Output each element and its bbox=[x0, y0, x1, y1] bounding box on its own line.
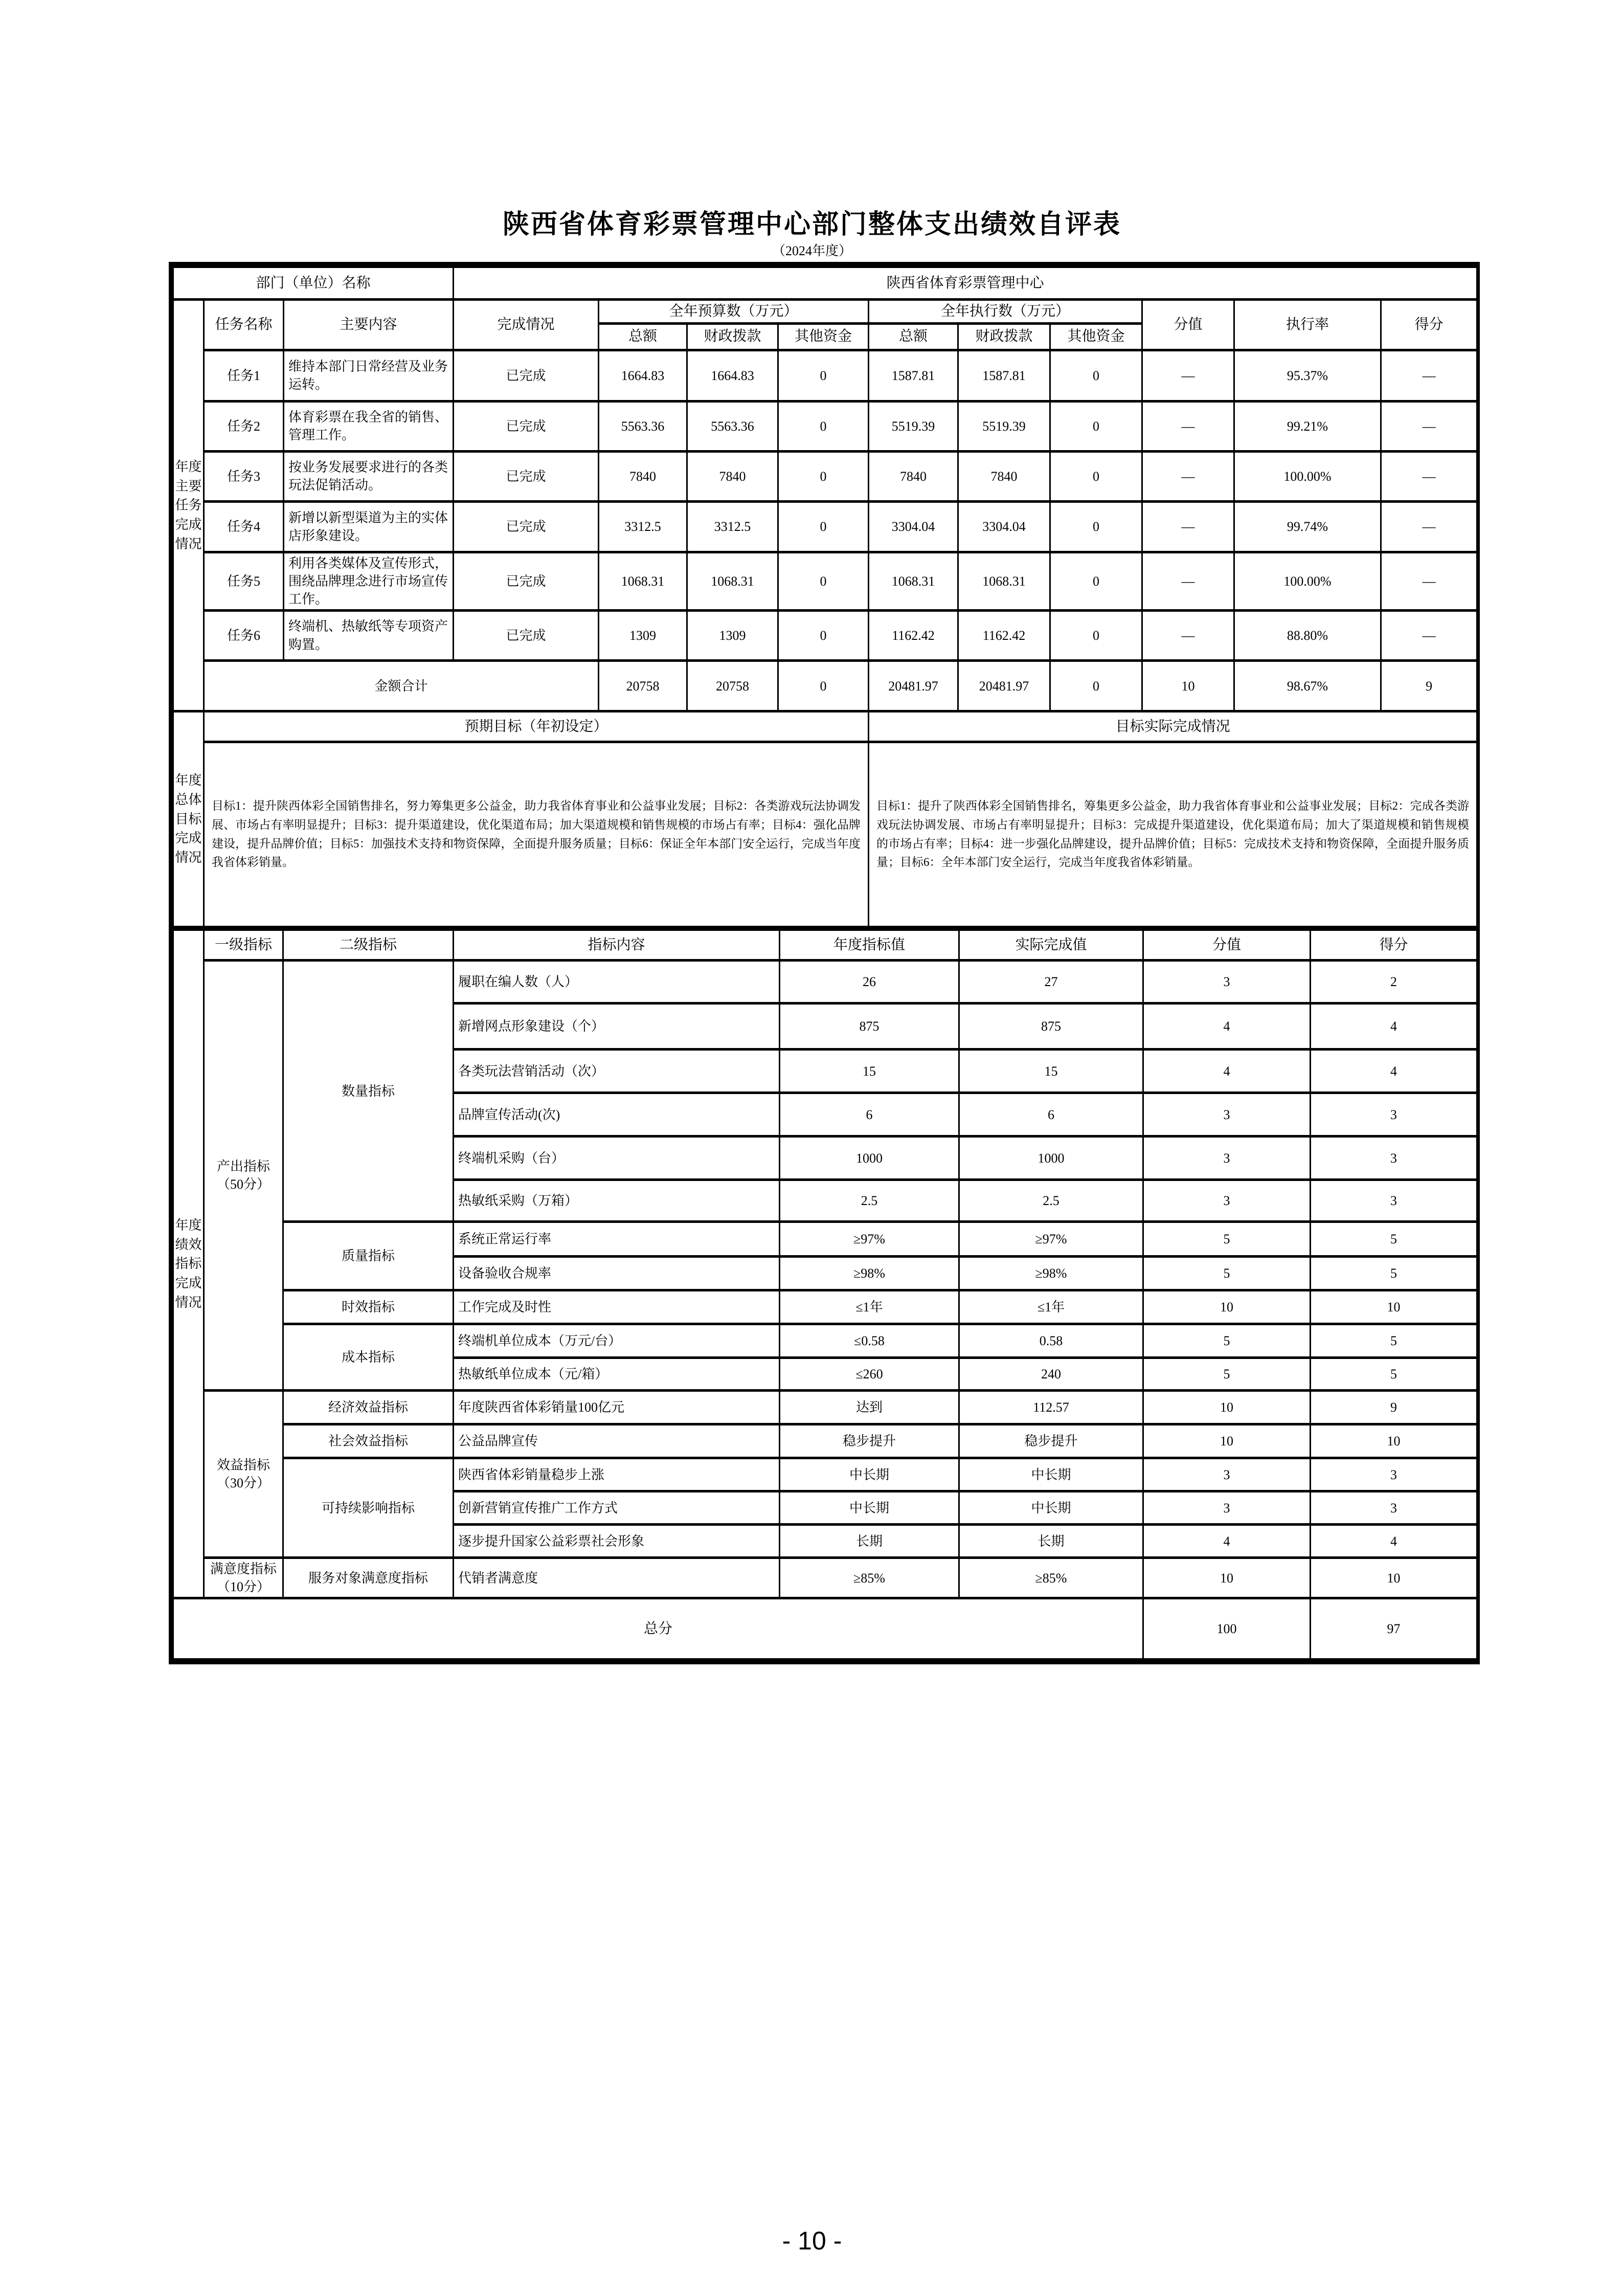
dept-value-cell: 陕西省体育彩票管理中心 bbox=[454, 267, 1477, 300]
page-title: 陕西省体育彩票管理中心部门整体支出绩效自评表 bbox=[502, 210, 1121, 239]
indicator-header-row bbox=[173, 930, 1477, 961]
task-status: 已完成 bbox=[454, 501, 599, 552]
task-got: — bbox=[1381, 350, 1477, 401]
task-exec-fiscal: 1162.42 bbox=[958, 611, 1050, 661]
level2-economic-label: 经济效益指标 bbox=[283, 1391, 454, 1424]
task-exec-other: 0 bbox=[1050, 350, 1142, 401]
task-budget-other: 0 bbox=[778, 611, 869, 661]
indicator-got: 3 bbox=[1311, 1180, 1477, 1222]
task-rate: 100.00% bbox=[1234, 451, 1381, 501]
task-budget-total: 1068.31 bbox=[599, 552, 687, 610]
col-header-main-content: 主要内容 bbox=[284, 300, 454, 350]
dept-label-cell: 部门（单位）名称 bbox=[173, 267, 454, 300]
indicator-score: 10 bbox=[1143, 1290, 1311, 1324]
task-got: — bbox=[1381, 611, 1477, 661]
indicator-actual: ≤1年 bbox=[959, 1290, 1143, 1324]
indicator-got: 10 bbox=[1311, 1558, 1477, 1598]
col-header-exec-other: 其他资金 bbox=[1050, 323, 1142, 350]
indicator-score: 4 bbox=[1143, 1050, 1311, 1093]
task-got: — bbox=[1381, 451, 1477, 501]
level1-output-label: 产出指标（50分） bbox=[204, 961, 283, 1391]
indicator-score: 10 bbox=[1143, 1391, 1311, 1424]
indicator-got: 3 bbox=[1311, 1136, 1477, 1180]
indicator-content: 品牌宣传活动(次) bbox=[454, 1093, 780, 1136]
total-rate: 98.67% bbox=[1234, 661, 1381, 711]
indicator-actual: 112.57 bbox=[959, 1391, 1143, 1424]
indicator-actual: 15 bbox=[959, 1050, 1143, 1093]
total-got: 9 bbox=[1381, 661, 1477, 711]
indicator-actual: 27 bbox=[959, 961, 1143, 1004]
indicator-score: 5 bbox=[1143, 1222, 1311, 1257]
col-header-budget-other: 其他资金 bbox=[778, 323, 869, 350]
indicator-content: 工作完成及时性 bbox=[454, 1290, 780, 1324]
goals-header-row bbox=[173, 711, 1477, 742]
indicator-target: 稳步提升 bbox=[780, 1424, 959, 1458]
indicator-score: 3 bbox=[1143, 961, 1311, 1004]
goals-actual-text: 目标1：提升了陕西体彩全国销售排名，筹集更多公益金，助力我省体育事业和公益事业发展；目标2：完成各类游戏玩法协调发展、市场占有率明显提升；目标3：完成提升渠道建设，优化渠道布局；加大了渠道规模和销售规模的市场占有率；目标4：进一步强化品牌建设，提升品牌价值；目标5：完成技术支持和物资保障，全面提升服务质量；目标6：全年本部门安全运行，完成当年度我省体彩销量。 bbox=[869, 742, 1477, 927]
goals-actual-header: 目标实际完成情况 bbox=[869, 711, 1477, 742]
indicator-row bbox=[173, 1458, 1477, 1491]
level2-service-label: 服务对象满意度指标 bbox=[283, 1558, 454, 1598]
task-exec-total: 3304.04 bbox=[869, 501, 958, 552]
col-header-task-name: 任务名称 bbox=[204, 300, 284, 350]
task-name: 任务2 bbox=[204, 401, 284, 451]
col-header-actual: 实际完成值 bbox=[959, 930, 1143, 961]
task-score: — bbox=[1142, 501, 1234, 552]
page-number: - 10 - bbox=[782, 2226, 842, 2255]
level2-social-label: 社会效益指标 bbox=[283, 1424, 454, 1458]
task-status: 已完成 bbox=[454, 611, 599, 661]
task-budget-other: 0 bbox=[778, 501, 869, 552]
task-row bbox=[173, 401, 1477, 451]
indicator-actual: 875 bbox=[959, 1004, 1143, 1050]
indicator-actual: ≥85% bbox=[959, 1558, 1143, 1598]
indicator-actual: 1000 bbox=[959, 1136, 1143, 1180]
level2-quality-label: 质量指标 bbox=[283, 1222, 454, 1290]
col-header-status: 完成情况 bbox=[454, 300, 599, 350]
indicator-got: 3 bbox=[1311, 1491, 1477, 1525]
indicator-row bbox=[173, 1558, 1477, 1598]
task-budget-other: 0 bbox=[778, 401, 869, 451]
indicator-content: 新增网点形象建设（个） bbox=[454, 1004, 780, 1050]
grand-total-got: 97 bbox=[1311, 1598, 1477, 1660]
task-row bbox=[173, 611, 1477, 661]
total-score: 10 bbox=[1142, 661, 1234, 711]
task-status: 已完成 bbox=[454, 552, 599, 610]
indicator-got: 4 bbox=[1311, 1525, 1477, 1558]
indicator-got: 5 bbox=[1311, 1358, 1477, 1391]
col-header-level2: 二级指标 bbox=[283, 930, 454, 961]
col-header-score-got: 得分 bbox=[1381, 300, 1477, 350]
col-header-budget-group: 全年预算数（万元） bbox=[599, 300, 869, 324]
task-exec-other: 0 bbox=[1050, 611, 1142, 661]
task-exec-total: 1162.42 bbox=[869, 611, 958, 661]
indicator-actual: 稳步提升 bbox=[959, 1424, 1143, 1458]
total-budget-fiscal: 20758 bbox=[687, 661, 778, 711]
indicator-score: 5 bbox=[1143, 1257, 1311, 1290]
task-budget-fiscal: 7840 bbox=[687, 451, 778, 501]
indicator-target: 中长期 bbox=[780, 1458, 959, 1491]
task-exec-other: 0 bbox=[1050, 501, 1142, 552]
task-budget-total: 5563.36 bbox=[599, 401, 687, 451]
indicator-score: 3 bbox=[1143, 1180, 1311, 1222]
indicator-target: 2.5 bbox=[780, 1180, 959, 1222]
page-subtitle: （2024年度） bbox=[772, 243, 852, 258]
task-got: — bbox=[1381, 401, 1477, 451]
task-got: — bbox=[1381, 552, 1477, 610]
task-score: — bbox=[1142, 552, 1234, 610]
level2-cost-label: 成本指标 bbox=[283, 1324, 454, 1391]
indicator-score: 5 bbox=[1143, 1324, 1311, 1358]
col-header-exec-fiscal: 财政拨款 bbox=[958, 323, 1050, 350]
total-exec-fiscal: 20481.97 bbox=[958, 661, 1050, 711]
indicator-target: 6 bbox=[780, 1093, 959, 1136]
indicator-row bbox=[173, 961, 1477, 1004]
task-content: 利用各类媒体及宣传形式，围绕品牌理念进行市场宣传工作。 bbox=[284, 552, 454, 610]
indicator-actual: ≥98% bbox=[959, 1257, 1143, 1290]
indicator-target: 长期 bbox=[780, 1525, 959, 1558]
task-score: — bbox=[1142, 451, 1234, 501]
task-got: — bbox=[1381, 501, 1477, 552]
task-row bbox=[173, 451, 1477, 501]
indicator-content: 公益品牌宣传 bbox=[454, 1424, 780, 1458]
indicator-got: 2 bbox=[1311, 961, 1477, 1004]
section-label-annual-goals: 年度总体目标完成情况 bbox=[173, 711, 204, 927]
indicator-actual: 2.5 bbox=[959, 1180, 1143, 1222]
task-budget-fiscal: 1068.31 bbox=[687, 552, 778, 610]
self-evaluation-table bbox=[169, 262, 1480, 1664]
col-header-budget-fiscal: 财政拨款 bbox=[687, 323, 778, 350]
indicator-score: 4 bbox=[1143, 1525, 1311, 1558]
indicator-actual: 0.58 bbox=[959, 1324, 1143, 1358]
indicator-target: ≥97% bbox=[780, 1222, 959, 1257]
task-budget-total: 3312.5 bbox=[599, 501, 687, 552]
task-exec-other: 0 bbox=[1050, 451, 1142, 501]
task-rate: 100.00% bbox=[1234, 552, 1381, 610]
total-exec-total: 20481.97 bbox=[869, 661, 958, 711]
indicator-row bbox=[173, 1290, 1477, 1324]
col-header-got: 得分 bbox=[1311, 930, 1477, 961]
task-budget-total: 1664.83 bbox=[599, 350, 687, 401]
indicator-score: 3 bbox=[1143, 1491, 1311, 1525]
level1-satisfaction-label: 满意度指标（10分） bbox=[204, 1558, 283, 1598]
goals-expected-text: 目标1：提升陕西体彩全国销售排名，努力筹集更多公益金，助力我省体育事业和公益事业发展；目标2：各类游戏玩法协调发展、市场占有率明显提升；目标3：提升渠道建设，优化渠道布局；加大渠道规模和销售规模的市场占有率；目标4：强化品牌建设，提升品牌价值；目标5：加强技术支持和物资保障，全面提升服务质量；目标6：保证全年本部门安全运行，完成当年度我省体彩销量。 bbox=[204, 742, 869, 927]
task-exec-fiscal: 5519.39 bbox=[958, 401, 1050, 451]
amount-total-row bbox=[173, 661, 1477, 711]
task-exec-total: 7840 bbox=[869, 451, 958, 501]
total-budget-other: 0 bbox=[778, 661, 869, 711]
task-row bbox=[173, 350, 1477, 401]
dept-name-row bbox=[173, 267, 1477, 300]
task-name: 任务5 bbox=[204, 552, 284, 610]
indicator-content: 系统正常运行率 bbox=[454, 1222, 780, 1257]
col-header-level1: 一级指标 bbox=[204, 930, 283, 961]
task-row bbox=[173, 552, 1477, 610]
task-status: 已完成 bbox=[454, 401, 599, 451]
indicator-target: 15 bbox=[780, 1050, 959, 1093]
task-exec-total: 1068.31 bbox=[869, 552, 958, 610]
indicator-score: 4 bbox=[1143, 1004, 1311, 1050]
indicator-got: 3 bbox=[1311, 1458, 1477, 1491]
task-score: — bbox=[1142, 611, 1234, 661]
task-budget-fiscal: 5563.36 bbox=[687, 401, 778, 451]
total-exec-other: 0 bbox=[1050, 661, 1142, 711]
task-budget-other: 0 bbox=[778, 350, 869, 401]
indicator-content: 热敏纸单位成本（元/箱） bbox=[454, 1358, 780, 1391]
indicator-row bbox=[173, 1424, 1477, 1458]
indicator-actual: 长期 bbox=[959, 1525, 1143, 1558]
goals-body-row bbox=[173, 742, 1477, 927]
indicator-content: 创新营销宣传推广工作方式 bbox=[454, 1491, 780, 1525]
indicator-score: 10 bbox=[1143, 1558, 1311, 1598]
col-header-target: 年度指标值 bbox=[780, 930, 959, 961]
indicator-target: ≤260 bbox=[780, 1358, 959, 1391]
indicator-score: 10 bbox=[1143, 1424, 1311, 1458]
indicator-target: ≤1年 bbox=[780, 1290, 959, 1324]
task-score: — bbox=[1142, 350, 1234, 401]
task-rate: 88.80% bbox=[1234, 611, 1381, 661]
task-exec-fiscal: 7840 bbox=[958, 451, 1050, 501]
col-header-exec-group: 全年执行数（万元） bbox=[869, 300, 1142, 324]
task-status: 已完成 bbox=[454, 350, 599, 401]
task-budget-other: 0 bbox=[778, 552, 869, 610]
task-exec-other: 0 bbox=[1050, 552, 1142, 610]
indicator-target: 中长期 bbox=[780, 1491, 959, 1525]
indicator-actual: 240 bbox=[959, 1358, 1143, 1391]
section-label-annual-tasks: 年度主要任务完成情况 bbox=[173, 300, 204, 711]
grand-total-row bbox=[173, 1598, 1477, 1660]
indicator-score: 3 bbox=[1143, 1136, 1311, 1180]
goals-expected-header: 预期目标（年初设定） bbox=[204, 711, 869, 742]
task-rate: 99.21% bbox=[1234, 401, 1381, 451]
col-header-budget-total: 总额 bbox=[599, 323, 687, 350]
task-header-row-1 bbox=[173, 300, 1477, 324]
task-exec-fiscal: 1587.81 bbox=[958, 350, 1050, 401]
grand-total-label: 总分 bbox=[173, 1598, 1143, 1660]
indicator-got: 5 bbox=[1311, 1324, 1477, 1358]
indicator-actual: 中长期 bbox=[959, 1458, 1143, 1491]
indicator-row bbox=[173, 1222, 1477, 1257]
indicator-target: ≥85% bbox=[780, 1558, 959, 1598]
task-score: — bbox=[1142, 401, 1234, 451]
indicator-actual: ≥97% bbox=[959, 1222, 1143, 1257]
task-budget-fiscal: 3312.5 bbox=[687, 501, 778, 552]
indicator-content: 终端机单位成本（万元/台） bbox=[454, 1324, 780, 1358]
amount-total-label: 金额合计 bbox=[204, 661, 599, 711]
task-rate: 95.37% bbox=[1234, 350, 1381, 401]
task-content: 体育彩票在我全省的销售、管理工作。 bbox=[284, 401, 454, 451]
indicator-target: ≥98% bbox=[780, 1257, 959, 1290]
indicator-target: 26 bbox=[780, 961, 959, 1004]
indicator-content: 年度陕西省体彩销量100亿元 bbox=[454, 1391, 780, 1424]
task-status: 已完成 bbox=[454, 451, 599, 501]
task-exec-fiscal: 3304.04 bbox=[958, 501, 1050, 552]
total-budget-total: 20758 bbox=[599, 661, 687, 711]
task-exec-total: 1587.81 bbox=[869, 350, 958, 401]
task-budget-total: 1309 bbox=[599, 611, 687, 661]
col-header-content: 指标内容 bbox=[454, 930, 780, 961]
indicators-table bbox=[172, 928, 1478, 1661]
indicator-content: 各类玩法营销活动（次） bbox=[454, 1050, 780, 1093]
col-header-score: 分值 bbox=[1143, 930, 1311, 961]
col-header-exec-total: 总额 bbox=[869, 323, 958, 350]
indicator-target: 875 bbox=[780, 1004, 959, 1050]
task-name: 任务6 bbox=[204, 611, 284, 661]
indicator-got: 10 bbox=[1311, 1290, 1477, 1324]
task-budget-total: 7840 bbox=[599, 451, 687, 501]
indicator-actual: 6 bbox=[959, 1093, 1143, 1136]
task-content: 终端机、热敏纸等专项资产购置。 bbox=[284, 611, 454, 661]
level2-quantity-label: 数量指标 bbox=[283, 961, 454, 1222]
indicator-content: 逐步提升国家公益彩票社会形象 bbox=[454, 1525, 780, 1558]
task-content: 按业务发展要求进行的各类玩法促销活动。 bbox=[284, 451, 454, 501]
indicator-score: 5 bbox=[1143, 1358, 1311, 1391]
indicator-score: 3 bbox=[1143, 1458, 1311, 1491]
col-header-score-value: 分值 bbox=[1142, 300, 1234, 350]
task-row bbox=[173, 501, 1477, 552]
task-budget-fiscal: 1309 bbox=[687, 611, 778, 661]
indicator-score: 3 bbox=[1143, 1093, 1311, 1136]
task-content: 新增以新型渠道为主的实体店形象建设。 bbox=[284, 501, 454, 552]
indicator-content: 热敏纸采购（万箱） bbox=[454, 1180, 780, 1222]
tasks-and-goals-table bbox=[172, 265, 1478, 928]
indicator-content: 设备验收合规率 bbox=[454, 1257, 780, 1290]
indicator-target: 达到 bbox=[780, 1391, 959, 1424]
task-content: 维持本部门日常经营及业务运转。 bbox=[284, 350, 454, 401]
indicator-content: 陕西省体彩销量稳步上涨 bbox=[454, 1458, 780, 1491]
task-budget-fiscal: 1664.83 bbox=[687, 350, 778, 401]
indicator-content: 终端机采购（台） bbox=[454, 1136, 780, 1180]
task-exec-total: 5519.39 bbox=[869, 401, 958, 451]
col-header-exec-rate: 执行率 bbox=[1234, 300, 1381, 350]
indicator-row bbox=[173, 1391, 1477, 1424]
indicator-content: 履职在编人数（人） bbox=[454, 961, 780, 1004]
task-budget-other: 0 bbox=[778, 451, 869, 501]
indicator-row bbox=[173, 1324, 1477, 1358]
indicator-got: 4 bbox=[1311, 1050, 1477, 1093]
indicator-got: 5 bbox=[1311, 1257, 1477, 1290]
indicator-got: 5 bbox=[1311, 1222, 1477, 1257]
indicator-target: ≤0.58 bbox=[780, 1324, 959, 1358]
indicator-got: 9 bbox=[1311, 1391, 1477, 1424]
indicator-got: 4 bbox=[1311, 1004, 1477, 1050]
task-name: 任务1 bbox=[204, 350, 284, 401]
section-label-annual-indicators: 年度绩效指标完成情况 bbox=[173, 930, 204, 1598]
indicator-target: 1000 bbox=[780, 1136, 959, 1180]
level1-benefit-label: 效益指标（30分） bbox=[204, 1391, 283, 1558]
task-exec-other: 0 bbox=[1050, 401, 1142, 451]
indicator-content: 代销者满意度 bbox=[454, 1558, 780, 1598]
task-name: 任务3 bbox=[204, 451, 284, 501]
grand-total-score: 100 bbox=[1143, 1598, 1311, 1660]
indicator-got: 10 bbox=[1311, 1424, 1477, 1458]
task-name: 任务4 bbox=[204, 501, 284, 552]
indicator-actual: 中长期 bbox=[959, 1491, 1143, 1525]
task-rate: 99.74% bbox=[1234, 501, 1381, 552]
level2-timeliness-label: 时效指标 bbox=[283, 1290, 454, 1324]
level2-sustain-label: 可持续影响指标 bbox=[283, 1458, 454, 1558]
indicator-got: 3 bbox=[1311, 1093, 1477, 1136]
task-exec-fiscal: 1068.31 bbox=[958, 552, 1050, 610]
